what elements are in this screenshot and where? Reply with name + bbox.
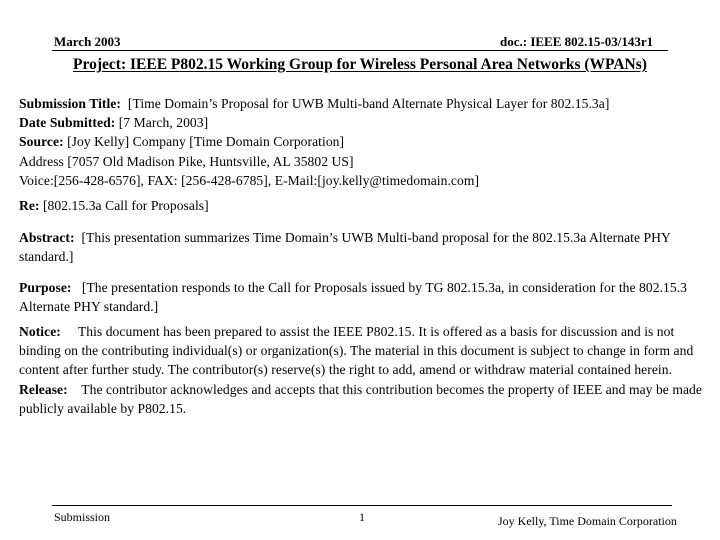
re-value: [802.15.3a Call for Proposals] [42, 198, 209, 213]
footer-rule [52, 505, 672, 506]
abstract-block [19, 228, 714, 266]
header-doc-id: doc.: IEEE 802.15-03/143r1 [500, 34, 654, 49]
footer-author: Joy Kelly, Time Domain Corporation [498, 514, 677, 528]
abstract-value: [This presentation summarizes Time Domain’s UWB Multi-band proposal for the 802.15.3a Alternate PHY standard.] [19, 230, 671, 265]
submission-title-value: [Time Domain’s Proposal for UWB Multi-band Alternate Physical Layer for 802.15.3a] [127, 96, 610, 111]
project-title: Project: IEEE P802.15 Working Group for Wireless Personal Area Networks (WPANs) [73, 56, 647, 73]
notice-block [19, 322, 714, 418]
abstract-label: Abstract: [19, 230, 75, 245]
date-submitted-value: [7 March, 2003] [118, 115, 209, 131]
notice-value: This document has been prepared to assist the IEEE P802.15. It is offered as a basis for discussion and is not binding on the contributing individual(s) or organization(s). The material in this document is subject to change in form and content after further study. The contributor(s) reserve(s) the right to add, amend or withdraw material contained herein. [19, 324, 694, 378]
date-submitted-line [19, 113, 714, 132]
source-line [19, 132, 714, 151]
re-label: Re: [19, 198, 40, 213]
header-date: March 2003 [54, 34, 121, 49]
purpose-value: [The presentation responds to the Call for Proposals issued by TG 802.15.3a, in consideration for the 802.15.3 Alternate PHY standard.] [19, 280, 688, 315]
submission-block [19, 94, 714, 190]
notice-label: Notice: [19, 324, 61, 339]
purpose-label: Purpose: [19, 280, 72, 295]
source-label: Source: [19, 134, 64, 150]
re-block [19, 196, 714, 215]
purpose-block [19, 278, 714, 316]
footer-submission: Submission [54, 510, 111, 524]
date-submitted-label: Date Submitted: [19, 115, 116, 131]
header-rule [52, 50, 668, 51]
submission-title-line [19, 94, 714, 113]
contact-line: Voice:[256-428-6576], FAX: [256-428-6785], E-Mail:[joy.kelly@timedomain.com] [19, 172, 480, 188]
release-value: The contributor acknowledges and accepts that this contribution becomes the property of IEEE and may be made publicly available by P802.15. [19, 381, 702, 416]
footer-page-number: 1 [359, 510, 365, 524]
address-line: Address [7057 Old Madison Pike, Huntsville, AL 35802 US] [19, 153, 354, 169]
submission-title-label: Submission Title: [19, 96, 121, 111]
source-value: [Joy Kelly] Company [Time Domain Corporation] [67, 134, 345, 150]
release-label: Release: [19, 381, 68, 397]
